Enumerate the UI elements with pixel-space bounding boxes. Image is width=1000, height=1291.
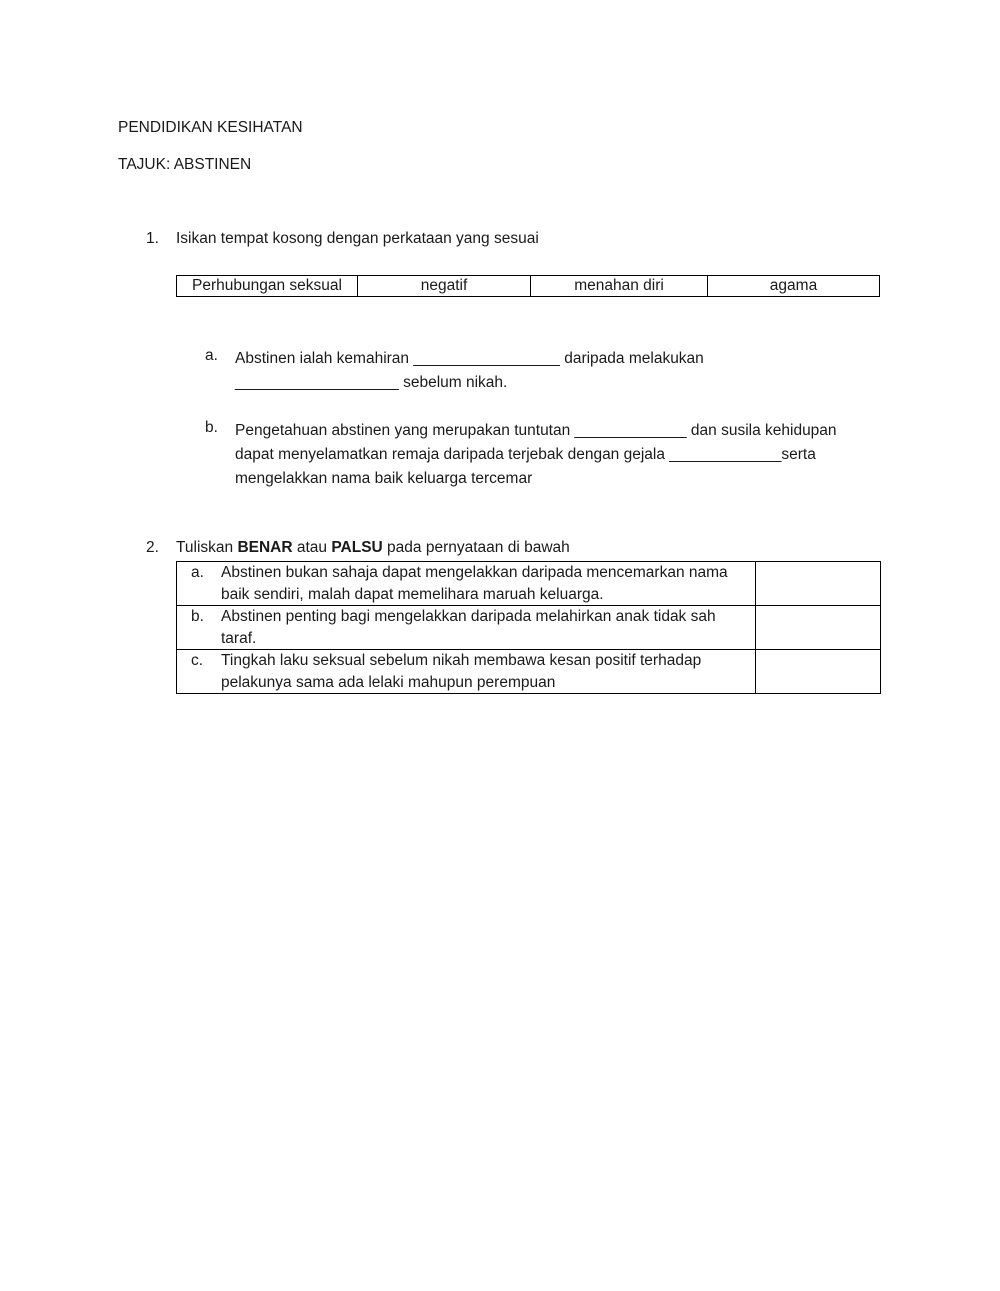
word-bank-cell: agama xyxy=(708,276,880,297)
item-b-letter: b. xyxy=(205,419,218,436)
topic-heading: TAJUK: ABSTINEN xyxy=(118,156,252,173)
word-bank-cell: menahan diri xyxy=(531,276,708,297)
answer-cell[interactable] xyxy=(756,562,881,606)
question-1-number: 1. xyxy=(146,230,159,247)
word-bank-cell: negatif xyxy=(358,276,531,297)
subject-heading: PENDIDIKAN KESIHATAN xyxy=(118,119,303,136)
table-row xyxy=(177,562,881,606)
table-row xyxy=(177,650,881,694)
statement-letter: a. xyxy=(191,564,204,581)
statement-cell xyxy=(177,606,756,650)
word-bank-table xyxy=(176,275,880,297)
answer-cell[interactable] xyxy=(756,650,881,694)
benar-keyword: BENAR xyxy=(237,539,293,556)
question-2-instruction: Tuliskan BENAR atau PALSU pada pernyataan di bawah xyxy=(176,539,570,556)
item-b-text: Pengetahuan abstinen yang merupakan tuntutan _____________ dan susila kehidupan dapat menyelamatkan remaja daripada terjebak dengan gejala _____________serta mengelakkan nama baik keluarga tercemar xyxy=(235,422,837,487)
question-1-instruction: Isikan tempat kosong dengan perkataan yang sesuai xyxy=(176,230,539,247)
question-2-number: 2. xyxy=(146,539,159,556)
statement-text: Abstinen bukan sahaja dapat mengelakkan daripada mencemarkan nama baik sendiri, malah dapat memelihara maruah keluarga. xyxy=(221,564,728,603)
statement-text: Abstinen penting bagi mengelakkan daripada melahirkan anak tidak sah taraf. xyxy=(221,608,716,647)
statement-letter: b. xyxy=(191,608,204,625)
item-a-letter: a. xyxy=(205,347,218,364)
statement-cell xyxy=(177,650,756,694)
item-a-text: Abstinen ialah kemahiran _________________ daripada melakukan ___________________ sebelum nikah. xyxy=(235,350,704,391)
answer-cell[interactable] xyxy=(756,606,881,650)
statement-letter: c. xyxy=(191,652,204,669)
statement-cell xyxy=(177,562,756,606)
table-row xyxy=(177,606,881,650)
true-false-table xyxy=(176,561,881,694)
statement-text: Tingkah laku seksual sebelum nikah membawa kesan positif terhadap pelakunya sama ada lelaki mahupun perempuan xyxy=(221,652,702,691)
word-bank-cell: Perhubungan seksual xyxy=(177,276,358,297)
palsu-keyword: PALSU xyxy=(331,539,383,556)
